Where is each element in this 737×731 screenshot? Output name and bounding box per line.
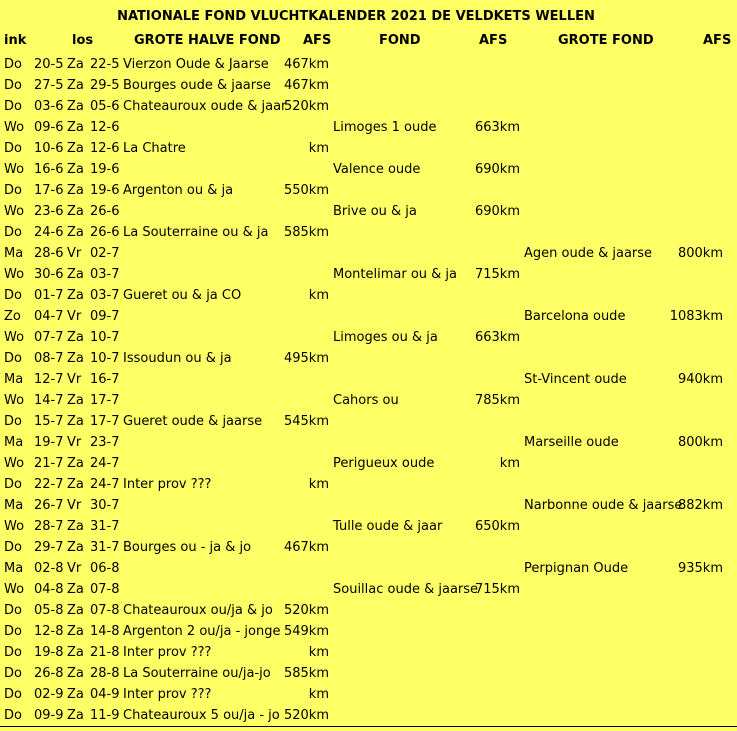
table-row [0,475,737,496]
cell-ink-date: 26-8 [34,666,64,681]
header-afs-halve-fond: AFS [303,33,332,48]
cell-ink-date: 26-7 [34,498,64,513]
cell-los-day: Za [67,120,84,135]
cell-afs-fond: 690km [474,162,520,177]
cell-ink-day: Do [4,183,22,198]
table-row [0,622,737,643]
cell-los-date: 19-6 [90,162,120,177]
table-row [0,181,737,202]
cell-ink-date: 04-7 [34,309,64,324]
cell-afs-grote-fond: 800km [677,246,723,261]
cell-fond: Limoges ou & ja [333,330,438,345]
cell-los-date: 03-7 [90,288,120,303]
cell-grote-halve-fond: Gueret ou & ja CO [123,288,242,303]
cell-afs-fond: 785km [474,393,520,408]
table-row [0,391,737,412]
cell-los-date: 19-6 [90,183,120,198]
cell-ink-day: Do [4,225,22,240]
cell-afs-halve-fond: km [308,477,329,492]
cell-los-day: Za [67,225,84,240]
cell-afs-fond: 650km [474,519,520,534]
race-calendar-table [0,55,737,727]
cell-grote-fond: Narbonne oude & jaarse [524,498,683,513]
table-row [0,706,737,727]
cell-grote-halve-fond: La Chatre [123,141,186,156]
cell-ink-day: Do [4,540,22,555]
table-row [0,580,737,601]
cell-fond: Tulle oude & jaar [333,519,443,534]
cell-afs-fond: km [499,456,520,471]
cell-grote-halve-fond: Bourges oude & jaarse [123,78,271,93]
cell-los-date: 07-8 [90,603,120,618]
cell-los-day: Za [67,183,84,198]
cell-afs-halve-fond: 545km [283,414,329,429]
cell-los-date: 09-7 [90,309,120,324]
cell-afs-halve-fond: km [308,141,329,156]
cell-afs-halve-fond: 467km [283,57,329,72]
cell-los-day: Za [67,288,84,303]
cell-afs-halve-fond: km [308,687,329,702]
cell-los-day: Vr [67,372,82,387]
cell-ink-day: Do [4,666,22,681]
cell-ink-date: 08-7 [34,351,64,366]
cell-ink-day: Ma [4,561,24,576]
cell-grote-halve-fond: Inter prov ??? [123,645,212,660]
cell-ink-day: Do [4,477,22,492]
cell-los-date: 05-6 [90,99,120,114]
cell-ink-day: Zo [4,309,21,324]
cell-los-day: Za [67,603,84,618]
cell-grote-fond: Agen oude & jaarse [524,246,653,261]
cell-los-day: Za [67,330,84,345]
header-los: los [72,33,94,48]
cell-ink-day: Do [4,141,22,156]
cell-los-date: 31-7 [90,540,120,555]
table-row [0,370,737,391]
cell-ink-date: 14-7 [34,393,64,408]
cell-los-date: 16-7 [90,372,120,387]
table-row [0,433,737,454]
cell-grote-halve-fond: Inter prov ??? [123,687,212,702]
cell-ink-date: 28-6 [34,246,64,261]
cell-ink-date: 02-8 [34,561,64,576]
cell-ink-day: Do [4,99,22,114]
cell-ink-date: 24-6 [34,225,64,240]
cell-los-date: 06-8 [90,561,120,576]
cell-ink-date: 28-7 [34,519,64,534]
table-row [0,160,737,181]
cell-ink-date: 10-6 [34,141,64,156]
cell-ink-day: Do [4,708,22,723]
cell-los-date: 21-8 [90,645,120,660]
table-row [0,265,737,286]
cell-ink-day: Do [4,414,22,429]
cell-los-day: Za [67,687,84,702]
cell-grote-fond: St-Vincent oude [524,372,627,387]
cell-fond: Limoges 1 oude [333,120,437,135]
cell-los-date: 03-7 [90,267,120,282]
table-row [0,76,737,97]
cell-los-day: Za [67,456,84,471]
cell-los-day: Za [67,57,84,72]
header-fond: FOND [379,33,421,48]
cell-los-date: 04-9 [90,687,120,702]
cell-ink-day: Ma [4,246,24,261]
table-row [0,349,737,370]
cell-afs-halve-fond: 495km [283,351,329,366]
cell-los-date: 02-7 [90,246,120,261]
table-row [0,328,737,349]
table-row [0,601,737,622]
bottom-border [0,726,737,727]
column-header-row [0,33,737,53]
table-row [0,244,737,265]
cell-los-day: Za [67,204,84,219]
cell-ink-date: 21-7 [34,456,64,471]
cell-grote-halve-fond: La Souterraine ou & ja [123,225,269,240]
table-row [0,97,737,118]
cell-fond: Souillac oude & jaarse [333,582,479,597]
cell-ink-day: Ma [4,435,24,450]
cell-ink-date: 07-7 [34,330,64,345]
cell-los-date: 07-8 [90,582,120,597]
cell-grote-halve-fond: Argenton ou & ja [123,183,234,198]
cell-afs-grote-fond: 882km [677,498,723,513]
cell-grote-halve-fond: Chateauroux ou/ja & jo [123,603,273,618]
cell-ink-day: Wo [4,393,25,408]
cell-ink-date: 19-7 [34,435,64,450]
cell-los-day: Vr [67,561,82,576]
cell-los-date: 26-6 [90,225,120,240]
cell-ink-day: Wo [4,456,25,471]
cell-los-day: Za [67,351,84,366]
cell-afs-halve-fond: 520km [283,603,329,618]
cell-los-day: Vr [67,246,82,261]
cell-los-day: Za [67,393,84,408]
cell-ink-date: 29-7 [34,540,64,555]
cell-los-date: 26-6 [90,204,120,219]
cell-los-date: 29-5 [90,78,120,93]
cell-los-day: Za [67,78,84,93]
cell-ink-date: 03-6 [34,99,64,114]
cell-los-date: 28-8 [90,666,120,681]
cell-los-day: Vr [67,309,82,324]
cell-ink-day: Do [4,57,22,72]
header-ink: ink [4,33,27,48]
cell-grote-halve-fond: Vierzon Oude & Jaarse [123,57,269,72]
cell-grote-halve-fond: Gueret oude & jaarse [123,414,263,429]
cell-fond: Brive ou & ja [333,204,417,219]
cell-los-day: Za [67,624,84,639]
cell-afs-halve-fond: 520km [283,99,329,114]
cell-grote-halve-fond: Bourges ou - ja & jo [123,540,252,555]
cell-ink-day: Wo [4,582,25,597]
cell-los-day: Za [67,540,84,555]
table-row [0,643,737,664]
cell-los-day: Za [67,414,84,429]
cell-los-date: 12-6 [90,120,120,135]
header-afs-grote-fond: AFS [703,33,732,48]
cell-ink-day: Do [4,624,22,639]
cell-los-day: Za [67,99,84,114]
cell-afs-halve-fond: 467km [283,540,329,555]
table-row [0,223,737,244]
cell-afs-halve-fond: 585km [283,225,329,240]
cell-ink-day: Ma [4,498,24,513]
cell-los-date: 31-7 [90,519,120,534]
cell-grote-halve-fond: Argenton 2 ou/ja - jonge [123,624,281,639]
cell-los-day: Za [67,141,84,156]
cell-los-date: 30-7 [90,498,120,513]
page-title: NATIONALE FOND VLUCHTKALENDER 2021 DE VELDKETS WELLEN [117,9,595,24]
cell-los-day: Za [67,267,84,282]
cell-afs-fond: 715km [474,582,520,597]
cell-ink-date: 16-6 [34,162,64,177]
cell-afs-fond: 663km [474,120,520,135]
cell-los-date: 11-9 [90,708,120,723]
cell-grote-halve-fond: Chateauroux 5 ou/ja - jo [123,708,280,723]
cell-ink-date: 22-7 [34,477,64,492]
cell-afs-halve-fond: 585km [283,666,329,681]
table-row [0,685,737,706]
table-row [0,202,737,223]
cell-ink-date: 04-8 [34,582,64,597]
cell-grote-fond: Perpignan Oude [524,561,629,576]
cell-ink-date: 17-6 [34,183,64,198]
cell-grote-halve-fond: La Souterraine ou/ja-jo [123,666,271,681]
cell-ink-date: 09-6 [34,120,64,135]
cell-ink-date: 05-8 [34,603,64,618]
cell-ink-date: 09-9 [34,708,64,723]
cell-ink-date: 01-7 [34,288,64,303]
table-row [0,55,737,76]
cell-grote-halve-fond: Issoudun ou & ja [123,351,232,366]
cell-los-date: 22-5 [90,57,120,72]
cell-grote-fond: Barcelona oude [524,309,626,324]
table-row [0,139,737,160]
cell-ink-day: Wo [4,162,25,177]
cell-fond: Valence oude [333,162,421,177]
table-row [0,559,737,580]
cell-los-date: 14-8 [90,624,120,639]
table-row [0,664,737,685]
cell-ink-day: Wo [4,330,25,345]
cell-ink-day: Do [4,687,22,702]
cell-ink-date: 20-5 [34,57,64,72]
cell-los-date: 17-7 [90,393,120,408]
cell-ink-date: 12-7 [34,372,64,387]
cell-ink-day: Do [4,288,22,303]
cell-grote-halve-fond: Chateauroux oude & jaar [123,99,287,114]
cell-ink-day: Do [4,351,22,366]
cell-los-date: 10-7 [90,330,120,345]
cell-los-date: 24-7 [90,477,120,492]
cell-ink-date: 02-9 [34,687,64,702]
cell-ink-day: Wo [4,120,25,135]
table-row [0,286,737,307]
cell-fond: Cahors ou [333,393,399,408]
cell-afs-fond: 715km [474,267,520,282]
cell-ink-date: 15-7 [34,414,64,429]
cell-los-day: Vr [67,435,82,450]
table-row [0,412,737,433]
cell-ink-day: Ma [4,372,24,387]
cell-los-date: 17-7 [90,414,120,429]
cell-grote-halve-fond: Inter prov ??? [123,477,212,492]
cell-los-day: Vr [67,498,82,513]
cell-los-day: Za [67,162,84,177]
cell-ink-day: Wo [4,519,25,534]
cell-ink-day: Do [4,603,22,618]
cell-fond: Montelimar ou & ja [333,267,458,282]
cell-afs-halve-fond: km [308,288,329,303]
cell-ink-date: 23-6 [34,204,64,219]
cell-afs-fond: 690km [474,204,520,219]
cell-ink-day: Do [4,645,22,660]
cell-afs-halve-fond: 520km [283,708,329,723]
cell-ink-date: 19-8 [34,645,64,660]
table-row [0,454,737,475]
cell-los-date: 12-6 [90,141,120,156]
cell-fond: Perigueux oude [333,456,435,471]
table-row [0,118,737,139]
cell-los-day: Za [67,519,84,534]
table-row [0,307,737,328]
cell-ink-date: 12-8 [34,624,64,639]
cell-ink-day: Wo [4,267,25,282]
header-afs-fond: AFS [479,33,508,48]
cell-afs-grote-fond: 940km [677,372,723,387]
cell-afs-halve-fond: 550km [283,183,329,198]
cell-los-date: 24-7 [90,456,120,471]
cell-afs-grote-fond: 935km [677,561,723,576]
header-grote-fond: GROTE FOND [558,33,654,48]
cell-los-day: Za [67,666,84,681]
cell-los-date: 10-7 [90,351,120,366]
cell-ink-day: Wo [4,204,25,219]
cell-afs-fond: 663km [474,330,520,345]
cell-los-date: 23-7 [90,435,120,450]
table-row [0,517,737,538]
cell-grote-fond: Marseille oude [524,435,619,450]
table-row [0,496,737,517]
table-row [0,538,737,559]
cell-los-day: Za [67,477,84,492]
cell-ink-day: Do [4,78,22,93]
cell-afs-halve-fond: km [308,645,329,660]
cell-los-day: Za [67,582,84,597]
cell-afs-grote-fond: 1083km [669,309,723,324]
cell-afs-halve-fond: 467km [283,78,329,93]
cell-ink-date: 27-5 [34,78,64,93]
cell-afs-halve-fond: 549km [283,624,329,639]
cell-los-day: Za [67,645,84,660]
cell-los-day: Za [67,708,84,723]
header-grote-halve-fond: GROTE HALVE FOND [134,33,281,48]
cell-ink-date: 30-6 [34,267,64,282]
cell-afs-grote-fond: 800km [677,435,723,450]
